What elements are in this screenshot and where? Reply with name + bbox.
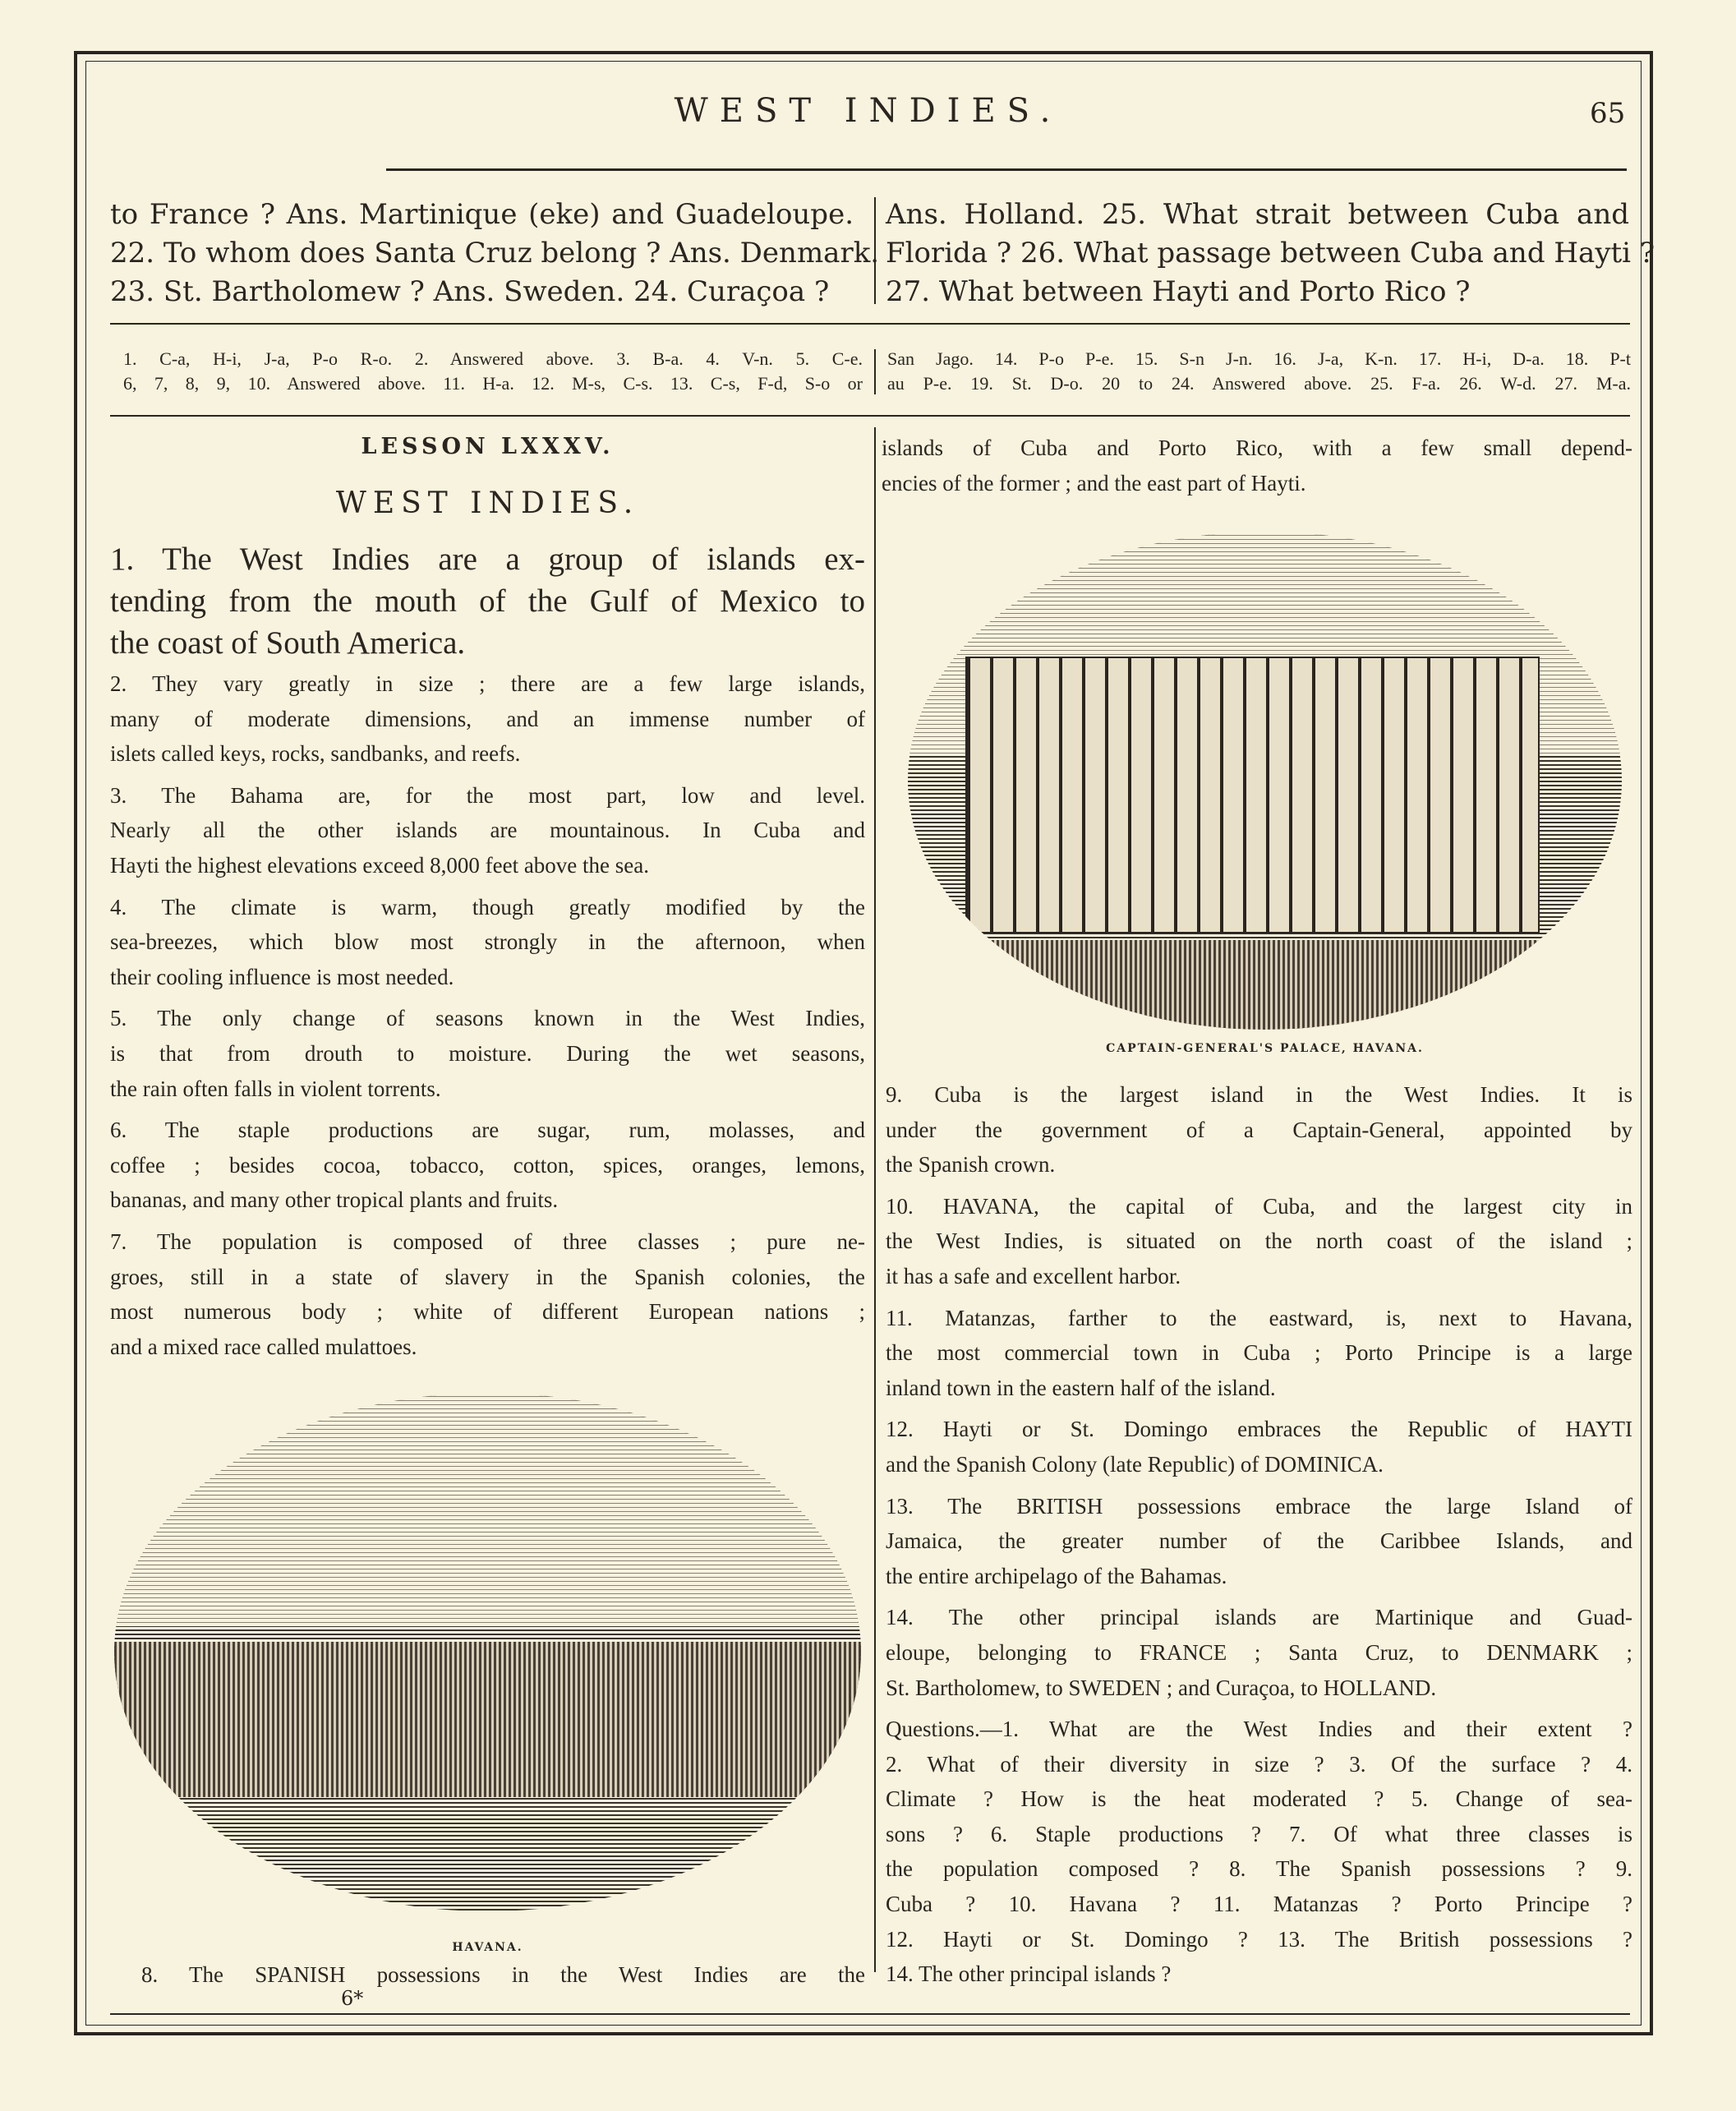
havana-engraving: [114, 1393, 861, 1911]
text-line: 10. HAVANA, the capital of Cuba, and the largest city in: [886, 1193, 1632, 1219]
palace-engraving: [908, 532, 1622, 1030]
left-final-line: 8. The SPANISH possessions in the West Indies are the: [141, 1962, 865, 1987]
text-line: the entire archipelago of the Bahamas.: [886, 1563, 1227, 1588]
column-divider: [874, 427, 876, 1972]
text-line: the West Indies, is situated on the north coast of the island ;: [886, 1228, 1632, 1254]
text-line: groes, still in a state of slavery in the Spanish colonies, the: [110, 1264, 865, 1289]
text-line: 5. The only change of seasons known in the West Indies,: [110, 1006, 865, 1031]
street-hatching: [908, 940, 1622, 1030]
paragraph: [110, 890, 865, 995]
havana-caption: HAVANA.: [452, 1941, 523, 1954]
text-line: Cuba ? 10. Havana ? 11. Matanzas ? Porto Principe ?: [886, 1892, 1632, 1917]
top-right-text: [886, 196, 1655, 311]
text-line: it has a safe and excellent harbor.: [886, 1263, 1181, 1288]
text-line: 9. Cuba is the largest island in the West Indies. It is: [886, 1082, 1632, 1107]
text-line: tending from the mouth of the Gulf of Mexico to: [110, 583, 865, 619]
text-line: coffee ; besides cocoa, tobacco, cotton, spices, oranges, lemons,: [110, 1152, 865, 1178]
text-line: 13. The BRITISH possessions embrace the large Island of: [886, 1493, 1632, 1519]
text-line: is that from drouth to moisture. During the wet seasons,: [110, 1040, 865, 1066]
running-head: WEST INDIES.: [674, 92, 1062, 130]
text-line: 14. The other principal islands are Martinique and Guad-: [886, 1605, 1632, 1630]
top-left-text: [110, 196, 880, 311]
answers-rule: [110, 415, 1630, 417]
text-line: 4. The climate is warm, though greatly modified by the: [110, 894, 865, 920]
paragraph: [886, 1189, 1632, 1294]
text-line: sea-breezes, which blow most strongly in the afternoon, when: [110, 929, 865, 955]
text-line: Ans. Holland. 25. What strait between Cuba and: [886, 198, 1629, 231]
signature-mark: 6*: [341, 1987, 364, 2010]
answer-line: au P-e. 19. St. D-o. 20 to 24. Answered above. 25. F-a. 26. W-d. 27. M-a.: [887, 373, 1631, 394]
text-line: the population composed ? 8. The Spanish possessions ? 9.: [886, 1856, 1632, 1882]
right-intro: [882, 431, 1632, 500]
text-line: Climate ? How is the heat moderated ? 5. Change of sea-: [886, 1786, 1632, 1812]
palace-building: [965, 657, 1540, 933]
right-column-paragraphs: [886, 1077, 1632, 1998]
lesson-title: WEST INDIES.: [335, 486, 640, 520]
paragraph: [110, 778, 865, 883]
text-line: the most commercial town in Cuba ; Porto Principe is a large: [886, 1340, 1632, 1366]
text-line: Hayti the highest elevations exceed 8,000 feet above the sea.: [110, 852, 650, 878]
answer-line: San Jago. 14. P-o P-e. 15. S-n J-n. 16. J-a, K-n. 17. H-i, D-a. 18. P-t: [887, 348, 1631, 369]
page-number: 65: [1590, 97, 1626, 130]
text-line: 2. They vary greatly in size ; there are a few large islands,: [110, 671, 865, 696]
text-line: bananas, and many other tropical plants and fruits.: [110, 1187, 559, 1213]
paragraph: [886, 1600, 1632, 1705]
text-line: inland town in the eastern half of the island.: [886, 1375, 1276, 1400]
answer-line: 6, 7, 8, 9, 10. Answered above. 11. H-a. 12. M-s, C-s. 13. C-s, F-d, S-o or: [123, 373, 863, 394]
paragraph: [886, 1489, 1632, 1594]
text-line: 6. The staple productions are sugar, rum, molasses, and: [110, 1118, 865, 1143]
text-line: Florida ? 26. What passage between Cuba and Hayti ?: [886, 237, 1655, 270]
text-line: the Spanish crown.: [886, 1152, 1056, 1178]
text-line: the rain often falls in violent torrents.: [110, 1076, 441, 1101]
bottom-rule: [110, 2013, 1630, 2015]
text-line: 7. The population is composed of three classes ; pure ne-: [110, 1228, 865, 1254]
text-line: sons ? 6. Staple productions ? 7. Of what three classes is: [886, 1821, 1632, 1846]
text-line: islets called keys, rocks, sandbanks, and reefs.: [110, 741, 521, 767]
text-line: Nearly all the other islands are mountainous. In Cuba and: [110, 818, 865, 843]
paragraph: [886, 1412, 1632, 1482]
text-line: 11. Matanzas, farther to the eastward, is, next to Havana,: [886, 1305, 1632, 1330]
text-line: 2. What of their diversity in size ? 3. Of the surface ? 4.: [886, 1751, 1632, 1777]
text-line: and the Spanish Colony (late Republic) of DOMINICA.: [886, 1451, 1384, 1477]
text-line: the coast of South America.: [110, 625, 466, 661]
text-line: most numerous body ; white of different European nations ;: [110, 1299, 865, 1325]
paragraph: [110, 666, 865, 772]
havana-city-hatching: [114, 1642, 861, 1797]
text-line: St. Bartholomew, to SWEDEN ; and Curaçoa, to HOLLAND.: [886, 1675, 1437, 1700]
paragraph: [886, 1077, 1632, 1182]
text-line: 3. The Bahama are, for the most part, low and level.: [110, 782, 865, 808]
palace-caption: CAPTAIN-GENERAL'S PALACE, HAVANA.: [1106, 1042, 1424, 1055]
left-column-paragraphs: [110, 666, 865, 1371]
text-line: 12. Hayti or St. Domingo embraces the Republic of HAYTI: [886, 1417, 1632, 1442]
paragraph: [886, 1712, 1632, 1992]
top-rule: [110, 323, 1630, 325]
text-line: eloupe, belonging to FRANCE ; Santa Cruz, to DENMARK ;: [886, 1639, 1632, 1665]
lesson-heading: LESSON LXXXV.: [361, 434, 615, 459]
text-line: 22. To whom does Santa Cruz belong ? Ans. Denmark.: [110, 237, 880, 270]
paragraph: [110, 1113, 865, 1218]
answers-divider: [874, 349, 876, 394]
text-line: 23. St. Bartholomew ? Ans. Sweden. 24. Curaçoa ?: [110, 275, 830, 308]
text-line: 14. The other principal islands ?: [886, 1961, 1172, 1987]
intro-paragraph: [110, 538, 865, 664]
text-line: under the government of a Captain-General, appointed by: [886, 1117, 1632, 1142]
answers-left: [123, 347, 863, 396]
answers-right: [887, 347, 1631, 396]
paragraph: [110, 1001, 865, 1106]
text-line: Questions.—1. What are the West Indies and their extent ?: [886, 1717, 1632, 1742]
paragraph: [110, 1224, 865, 1364]
text-line: 12. Hayti or St. Domingo ? 13. The British possessions ?: [886, 1926, 1632, 1952]
text-line: and a mixed race called mulattoes.: [110, 1334, 417, 1359]
text-line: encies of the former ; and the east part of Hayti.: [882, 470, 1306, 495]
text-line: their cooling influence is most needed.: [110, 964, 454, 989]
top-column-divider: [874, 197, 876, 304]
text-line: 1. The West Indies are a group of islands ex-: [110, 542, 865, 577]
header-rule: [386, 168, 1627, 171]
text-line: many of moderate dimensions, and an immense number of: [110, 706, 865, 731]
text-line: Jamaica, the greater number of the Caribbee Islands, and: [886, 1528, 1632, 1554]
answer-line: 1. C-a, H-i, J-a, P-o R-o. 2. Answered above. 3. B-a. 4. V-n. 5. C-e.: [123, 348, 863, 369]
text-line: 27. What between Hayti and Porto Rico ?: [886, 275, 1471, 308]
text-line: islands of Cuba and Porto Rico, with a few small depend-: [882, 436, 1632, 460]
text-line: to France ? Ans. Martinique (eke) and Guadeloupe.: [110, 198, 854, 231]
paragraph: [886, 1301, 1632, 1406]
